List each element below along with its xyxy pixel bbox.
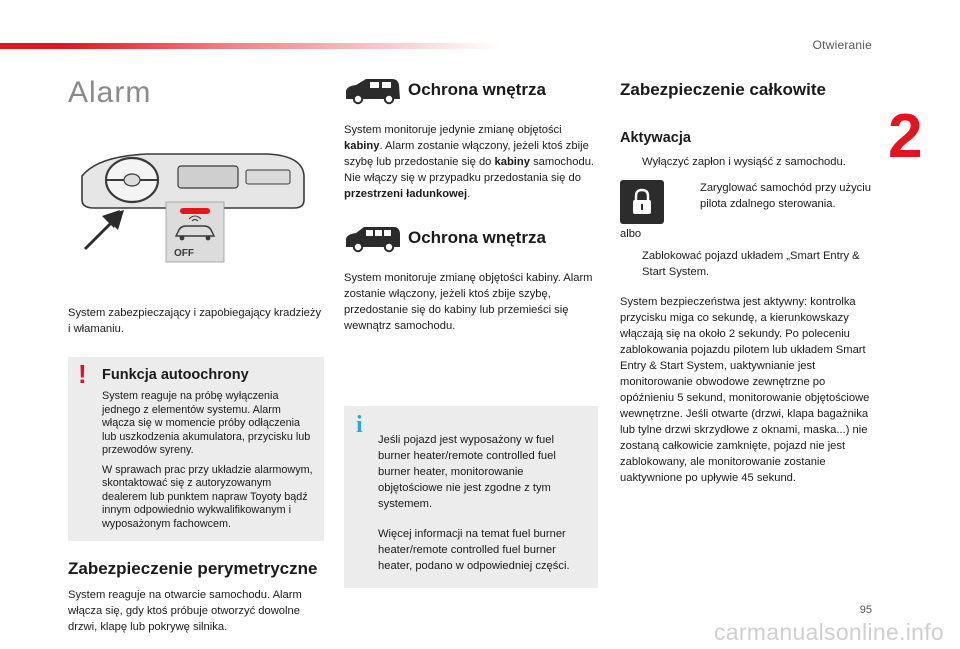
section-name: Otwieranie xyxy=(812,38,872,52)
column-total-protection xyxy=(620,72,878,486)
interior-text-1c: . Alarm zostanie włączony, jeżeli ktoś zbije szybę lub przedostanie się do xyxy=(344,140,589,168)
minibus-icon xyxy=(344,223,402,253)
step-1-text: Wyłączyć zapłon i wysiąść z samochodu. xyxy=(642,156,846,168)
interior-text-1d: kabiny xyxy=(494,156,530,168)
perimeter-title: Zabezpieczenie perymetryczne xyxy=(68,559,318,578)
warning-icon: ! xyxy=(78,359,87,389)
interior-section-2-header xyxy=(344,220,598,256)
interior-text-1a: System monitoruje jedynie zmianę objętości xyxy=(344,124,562,136)
list-item xyxy=(620,154,878,170)
warning-box xyxy=(68,357,324,541)
interior-text-1f: przestrzeni ładunkowej xyxy=(344,188,468,200)
page-number: 95 xyxy=(859,604,872,616)
warning-text-2: W sprawach prac przy układzie alarmowym, skontaktować się z autoryzowanym dealerem lub punktem napraw Toyoty bądź innym odpowiednio wykwalifikowanym i wyposażonym fachowcem. xyxy=(102,463,313,530)
info-text-1: Jeśli pojazd jest wyposażony w fuel burner heater/remote controlled fuel burner heater, monitorowanie objętościowe nie jest zgodne z tym systemem. xyxy=(378,434,556,510)
interior-section-1-header xyxy=(344,72,598,108)
perimeter-text: System reaguje na otwarcie samochodu. Alarm włącza się, gdy ktoś próbuje otworzyć dowolne drzwi, klapę lub pokrywę silnika. xyxy=(68,589,302,633)
system-status-text: System bezpieczeństwa jest aktywny: kontrolka przycisku miga co sekundę, a kierunkowskazy włączają się na około 2 sekundy. Po poleceniu zablokowania pojazdu pilotem lub układem Smart Entry & Start System, uaktywnianie jest monitorowanie obwodowe zewnętrzne po opóźnieniu 5 sekund, monitorowanie objętościowe wewnętrzne. Jeśli otwarte (drzwi, klapa bagażnika lub tylne drzwi skrzydłowe z oknami, maska...) nie zostaną całkowicie zamknięte, pojazd nie jest zablokowany, ale monitorowanie zostanie uaktywnione po upływie 45 sekund. xyxy=(620,296,870,484)
lock-icon xyxy=(620,180,664,224)
activation-title: Aktywacja xyxy=(620,130,691,146)
list-item xyxy=(678,180,878,224)
intro-text: System zabezpieczający i zapobiegający kradzieży i włamaniu. xyxy=(68,307,322,335)
total-protection-title: Zabezpieczenie całkowite xyxy=(620,80,826,99)
interior-title-1: Ochrona wnętrza xyxy=(408,80,546,99)
interior-text-1e: samochodu. Nie włączy się w przypadku przedostania się do xyxy=(344,156,595,184)
interior-text-2: System monitoruje zmianę objętości kabiny. Alarm zostanie włączony, jeżeli ktoś zbije szybę, przedostanie się do kabiny lub przemieści się wewnątrz samochodu. xyxy=(344,272,593,332)
off-label: OFF xyxy=(174,248,194,259)
page-title: Alarm xyxy=(68,76,152,109)
watermark: carmanualsonline.info xyxy=(713,619,944,645)
column-interior xyxy=(344,72,598,588)
interior-title-2: Ochrona wnętrza xyxy=(408,228,546,247)
column-alarm xyxy=(68,72,324,635)
bullet-marker-icon xyxy=(678,180,700,224)
warning-text-1: System reaguje na próbę wyłączenia jednego z elementów systemu. Alarm włącza się w momencie próby odłączenia lub uszkodzenia akumulatora, przycisku lub przewodów syreny. xyxy=(102,390,311,456)
info-box xyxy=(344,406,598,588)
info-icon: i xyxy=(356,412,363,438)
total-protection-header xyxy=(620,72,878,108)
step-3-text: Zablokować pojazd układem „Smart Entry & Start System. xyxy=(642,250,860,278)
chapter-number: 2 xyxy=(888,102,923,171)
warning-title: Funkcja autoochrony xyxy=(102,367,249,383)
bullet-marker-icon xyxy=(620,154,642,170)
dashboard-illustration xyxy=(68,126,324,286)
van-icon xyxy=(344,75,402,105)
lock-step xyxy=(620,180,878,224)
header-accent-bar xyxy=(0,43,500,49)
bullet-marker-icon xyxy=(620,248,642,280)
list-item xyxy=(620,248,878,280)
interior-text-1 xyxy=(344,122,598,202)
step-2-text: Zaryglować samochód przy użyciu pilota zdalnego sterowania. xyxy=(700,182,871,210)
interior-text-1b: kabiny xyxy=(344,140,380,152)
info-text-2: Więcej informacji na temat fuel burner heater/remote controlled fuel burner heater, podano w odpowiedniej części. xyxy=(378,528,570,572)
arrow-icon xyxy=(84,210,124,250)
or-text: albo xyxy=(620,228,642,240)
interior-text-1g: . xyxy=(467,188,471,200)
